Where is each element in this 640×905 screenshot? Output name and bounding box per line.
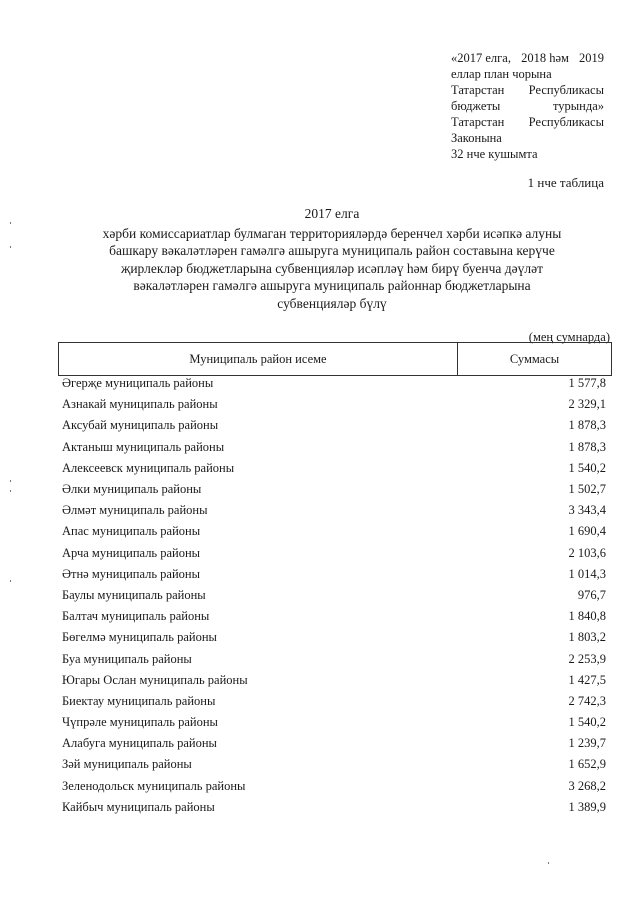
subvention-amount: 1 540,2	[568, 460, 606, 475]
table-row	[58, 394, 612, 415]
district-name: Алексеевск муниципаль районы	[62, 460, 235, 475]
district-name: Алабуга муниципаль районы	[62, 736, 217, 751]
district-name: Азнакай муниципаль районы	[62, 397, 218, 412]
district-name: Арча муниципаль районы	[62, 545, 201, 560]
table-number: 1 нче таблица	[527, 175, 604, 190]
district-name: Әгерҗе муниципаль районы	[62, 376, 214, 391]
subvention-amount: 1 540,2	[568, 715, 606, 730]
district-name: Буа муниципаль районы	[62, 651, 192, 666]
district-name: Апас муниципаль районы	[62, 524, 201, 539]
column-header-name: Муниципаль район исеме	[59, 343, 458, 375]
note-line	[451, 98, 604, 114]
table-header	[58, 342, 612, 376]
subvention-amount: 1 652,9	[568, 757, 606, 772]
scan-speck	[548, 862, 549, 864]
note-text: Татарстан	[451, 115, 505, 129]
subvention-amount: 2 742,3	[568, 693, 606, 708]
table-row	[58, 606, 612, 627]
table-row	[58, 521, 612, 542]
subvention-amount: 3 268,2	[568, 778, 606, 793]
column-header-sum: Суммасы	[509, 351, 560, 366]
note-text: турында»	[552, 99, 604, 113]
note-text: Республикасы	[528, 83, 604, 97]
table-row	[58, 797, 612, 818]
subvention-amount: 1 239,7	[568, 736, 606, 751]
table-row	[58, 437, 612, 458]
table-row	[58, 564, 612, 585]
subvention-amount: 1 803,2	[568, 630, 606, 645]
scan-speck	[10, 580, 11, 582]
subvention-amount: 2 329,1	[568, 397, 606, 412]
district-name: Аксубай муниципаль районы	[62, 418, 219, 433]
district-name: Әлки муниципаль районы	[62, 482, 202, 497]
subvention-amount: 1 690,4	[568, 524, 606, 539]
table-row	[58, 543, 612, 564]
title-line: субвенцияләр бүлү	[277, 295, 387, 311]
subvention-amount: 2 103,6	[568, 545, 606, 560]
subvention-amount: 2 253,9	[568, 651, 606, 666]
note-line	[451, 66, 604, 82]
district-name: Әлмәт муниципаль районы	[62, 503, 208, 518]
table-row	[58, 691, 612, 712]
note-text: Республикасы	[528, 115, 604, 129]
subvention-amount: 1 427,5	[568, 672, 606, 687]
law-appendix-note	[451, 50, 604, 162]
note-text: 2018 һәм	[521, 51, 569, 65]
title-line: башкару вәкаләтләрен гамәлгә ашыруга муниципаль район составына керүче	[109, 243, 555, 258]
subvention-amount: 976,7	[577, 587, 606, 602]
subvention-amount: 3 343,4	[568, 503, 606, 518]
table-row	[58, 373, 612, 394]
district-name: Кайбыч муниципаль районы	[62, 799, 215, 814]
table-row	[58, 585, 612, 606]
table-row	[58, 627, 612, 648]
table-row	[58, 415, 612, 436]
table-row	[58, 648, 612, 669]
scan-speck	[10, 222, 11, 224]
table-row	[58, 754, 612, 775]
subvention-amount: 1 878,3	[568, 418, 606, 433]
district-name: Чүпрәле муниципаль районы	[62, 715, 218, 730]
note-text: «2017 елга,	[451, 51, 511, 65]
district-name: Актаныш муниципаль районы	[62, 439, 225, 454]
subvention-amount: 1 577,8	[568, 376, 606, 391]
note-line	[451, 130, 604, 146]
title-line: хәрби комиссариатлар булмаган территорияләрдә беренчел хәрби исәпкә алуны	[102, 225, 562, 241]
subvention-amount: 1 878,3	[568, 439, 606, 454]
table-row	[58, 776, 612, 797]
note-line	[451, 50, 604, 66]
table-body	[58, 373, 612, 818]
note-text: 2019	[579, 51, 604, 65]
note-text: 32 нче кушымта	[451, 147, 538, 161]
note-line	[451, 114, 604, 130]
district-name: Зәй муниципаль районы	[62, 757, 192, 772]
table-row	[58, 479, 612, 500]
title-line: вәкаләтләрен гамәлгә ашыруга муниципаль районнар бюджетларына	[133, 278, 531, 293]
district-name: Бөгелмә муниципаль районы	[62, 630, 217, 645]
subvention-table	[58, 342, 612, 814]
district-name: Биектау муниципаль районы	[62, 693, 216, 708]
district-name: Баулы муниципаль районы	[62, 587, 206, 602]
unit-label: (мең сумнарда)	[528, 330, 610, 344]
table-row	[58, 712, 612, 733]
subvention-amount: 1 502,7	[568, 482, 606, 497]
district-name: Югары Ослан муниципаль районы	[62, 672, 248, 687]
note-line	[451, 82, 604, 98]
table-row	[58, 733, 612, 754]
note-text: Татарстан	[451, 83, 505, 97]
document-title	[48, 205, 616, 312]
note-text: еллар план чорына	[451, 67, 552, 81]
district-name: Әтнә муниципаль районы	[62, 566, 201, 581]
subvention-amount: 1 014,3	[568, 566, 606, 581]
note-text: бюджеты	[451, 99, 501, 113]
district-name: Балтач муниципаль районы	[62, 609, 210, 624]
scan-speck	[10, 480, 11, 482]
scan-speck	[10, 490, 11, 492]
district-name: Зеленодольск муниципаль районы	[62, 778, 246, 793]
note-line	[451, 146, 604, 162]
note-text: Законына	[451, 131, 502, 145]
table-row	[58, 458, 612, 479]
title-line: җирлекләр бюджетларына субвенцияләр исәпләү һәм бирү буенча дәүләт	[121, 260, 543, 276]
table-row	[58, 670, 612, 691]
table-row	[58, 500, 612, 521]
title-year: 2017 елга	[304, 206, 360, 221]
subvention-amount: 1 840,8	[568, 609, 606, 624]
subvention-amount: 1 389,9	[568, 799, 606, 814]
scan-speck	[10, 246, 11, 248]
